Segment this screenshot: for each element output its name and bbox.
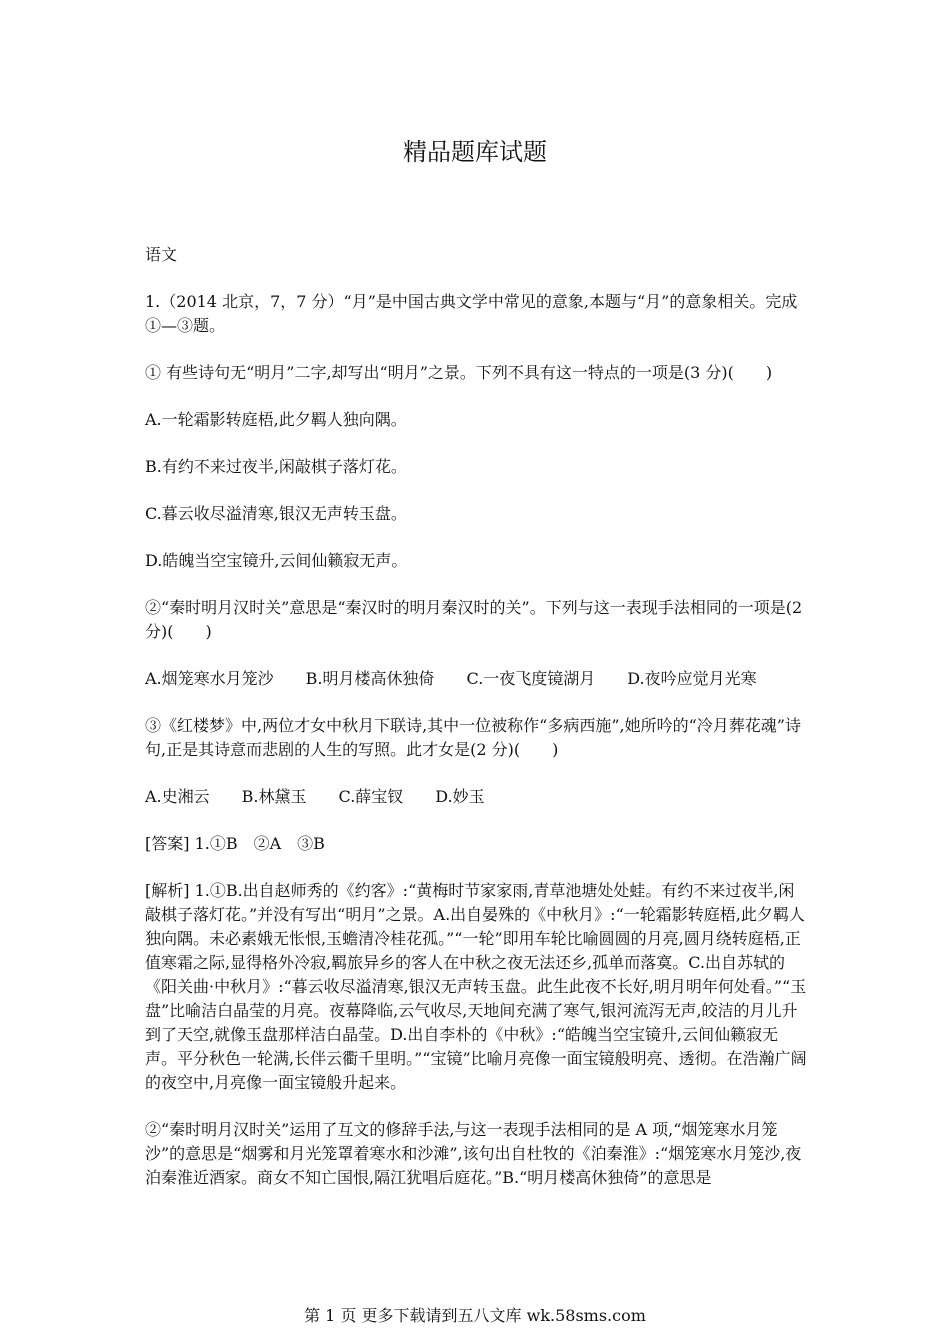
question-2-options (145, 667, 810, 691)
document-body (145, 243, 810, 1190)
question-3-option-b: B.林黛玉 (241, 787, 307, 806)
question-intro: 1.（2014 北京，7，7 分）“月”是中国古典文学中常见的意象,本题与“月”的意象相关。完成①—③题。 (145, 292, 798, 335)
question-1-stem: ① 有些诗句无“明月”二字,却写出“明月”之景。下列不具有这一特点的一项是(3 分)( ) (145, 363, 773, 382)
question-3-option-d: D.妙玉 (435, 787, 485, 806)
question-2-stem: ②“秦时明月汉时关”意思是“秦汉时的明月秦汉时的关”。下列与这一表现手法相同的一项是(2 分)( ) (145, 598, 803, 641)
question-2-option-c: C.一夜飞度镜湖月 (466, 669, 596, 688)
question-3-option-c: C.薛宝钗 (338, 787, 404, 806)
question-3-stem: ③《红楼梦》中,两位才女中秋月下联诗,其中一位被称作“多病西施”,她所吟的“冷月葬花魂”诗句,正是其诗意而悲剧的人生的写照。此才女是(2 分)( ) (145, 716, 801, 759)
analysis-part-2: ②“秦时明月汉时关”运用了互文的修辞手法,与这一表现手法相同的是 A 项,“烟笼寒水月笼沙”的意思是“烟雾和月光笼罩着寒水和沙滩”,该句出自杜牧的《泊秦淮》:“烟笼寒水月笼沙,夜泊秦淮近酒家。商女不知亡国恨,隔江犹唱后庭花。”B.“明月楼高休独倚”的意思是 (145, 1120, 802, 1187)
page-title: 精品题库试题 (403, 138, 547, 166)
question-2-option-a: A.烟笼寒水月笼沙 (145, 669, 274, 688)
question-1-option-d: D.皓魄当空宝镜升,云间仙籁寂无声。 (145, 551, 408, 570)
subject-label: 语文 (145, 245, 178, 264)
question-3-option-a: A.史湘云 (145, 787, 210, 806)
question-3-options (145, 785, 810, 809)
answer-key: [答案] 1.①B ②A ③B (145, 834, 325, 853)
question-1-option-b: B.有约不来过夜半,闲敲棋子落灯花。 (145, 457, 407, 476)
question-1-option-c: C.暮云收尽溢清寒,银汉无声转玉盘。 (145, 504, 407, 523)
question-2-option-b: B.明月楼高休独倚 (305, 669, 435, 688)
analysis-part-1: [解析] 1.①B.出自赵师秀的《约客》:“黄梅时节家家雨,青草池塘处处蛙。有约不来过夜半,闲敲棋子落灯花。”并没有写出“明月”之景。A.出自晏殊的《中秋月》:“一轮霜影转庭梧,此夕羁人独向隅。未必素娥无怅恨,玉蟾清冷桂花孤。”“一轮”即用车轮比喻圆圆的月亮,圆月绕转庭梧,正值寒霜之际,显得格外冷寂,羁旅异乡的客人在中秋之夜无法还乡,孤单而落寞。C.出自苏轼的《阳关曲·中秋月》:“暮云收尽溢清寒,银汉无声转玉盘。此生此夜不长好,明月明年何处看。”“玉盘”比喻洁白晶莹的月亮。夜幕降临,云气收尽,天地间充满了寒气,银河流泻无声,皎洁的月儿升到了天空,就像玉盘那样洁白晶莹。D.出自李朴的《中秋》:“皓魄当空宝镜升,云间仙籁寂无声。平分秋色一轮满,长伴云衢千里明。”“宝镜”比喻月亮像一面宝镜般明亮、透彻。在浩瀚广阔的夜空中,月亮像一面宝镜般升起来。 (145, 881, 807, 1092)
question-2-option-d: D.夜吟应觉月光寒 (627, 669, 757, 688)
page-footer: 第 1 页 更多下载请到五八文库 wk.58sms.com (304, 1306, 646, 1325)
question-1-option-a: A.一轮霜影转庭梧,此夕羁人独向隅。 (145, 410, 407, 429)
